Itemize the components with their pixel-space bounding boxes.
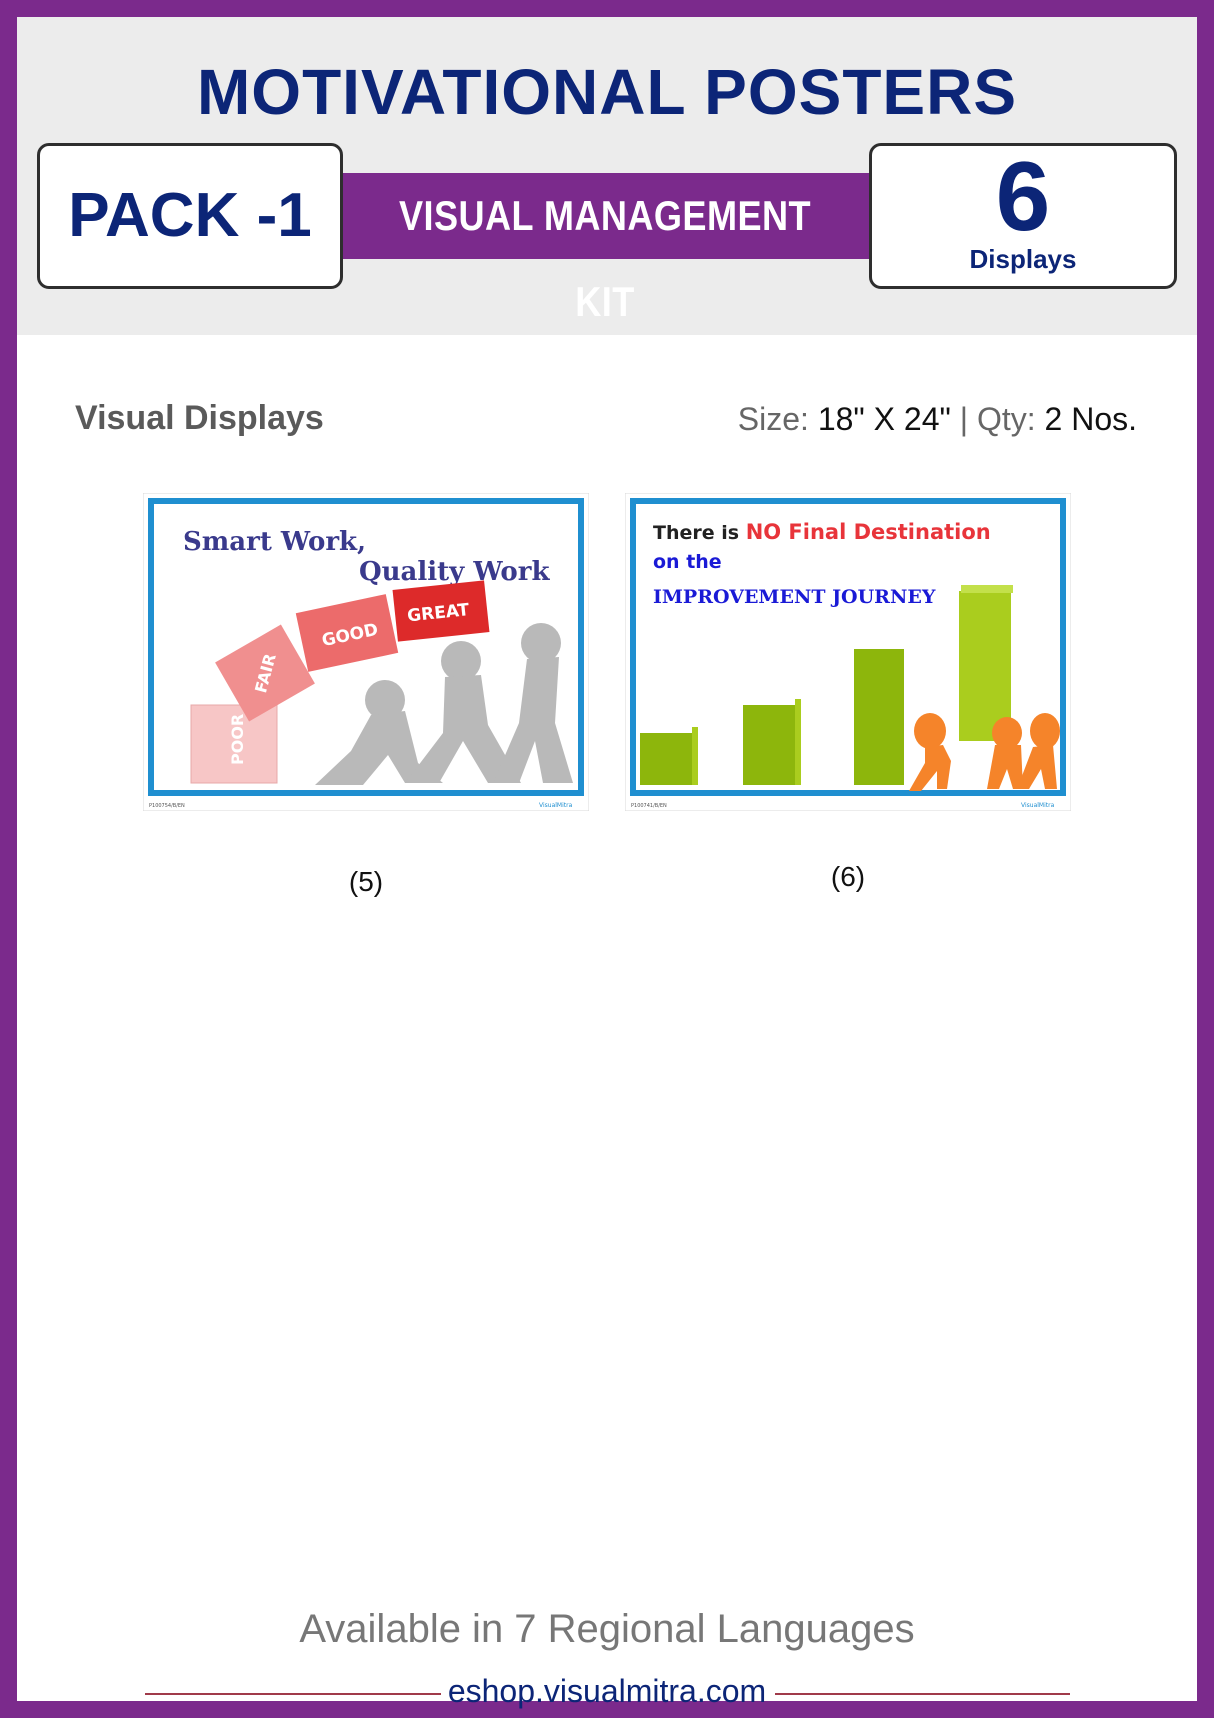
block-great [393,580,490,641]
poster6-line1a: There is [653,522,746,544]
pack-label: PACK -1 [68,181,312,250]
poster-smart-work-art [143,493,589,811]
display-count-label: Displays [969,244,1077,274]
poster-smart-work [143,493,589,811]
separator: | [959,401,969,437]
poster-6-caption: (6) [830,861,866,892]
size-key: Size: [737,401,809,437]
pack-box [37,143,343,289]
poster6-code: P100741/B/EN [631,803,667,809]
page-title: MOTIVATIONAL POSTERS [196,56,1018,128]
display-count: 6 [995,141,1051,251]
poster6-line3: IMPROVEMENT JOURNEY [653,586,936,608]
poster-improvement-journey-art [625,493,1071,811]
website-link[interactable]: eshop.visualmitra.com [447,1673,767,1709]
footer-rule-right [775,1693,1070,1695]
qty-key: Qty: [976,401,1036,437]
poster5-line2: Quality Work [359,557,550,587]
header-banner [17,17,1197,335]
size-qty-line [738,401,1137,438]
display-count-box [869,143,1177,289]
block-great-label: GREAT [406,600,471,627]
block-good-label: GOOD [320,619,380,652]
kit-label: VISUAL MANAGEMENT KIT [398,192,811,325]
poster6-brand: VisualMitra [1021,802,1055,809]
poster6-line1 [653,520,991,544]
section-label: Visual Displays [75,399,324,437]
block-poor [191,705,277,783]
poster6-line2: on the [653,551,722,573]
poster5-code: P100754/B/EN [149,803,185,809]
block-poor-label: POOR [228,713,247,765]
languages-note: Available in 7 Regional Languages [299,1607,915,1651]
poster6-line1b: NO Final Destination [745,520,991,544]
poster-improvement-journey [625,493,1071,811]
size-value: 18" X 24" [817,401,951,437]
block-fair-label: FAIR [251,651,280,695]
qty-value: 2 Nos. [1044,401,1137,437]
poster5-line1: Smart Work, [183,527,367,557]
poster5-brand: VisualMitra [539,802,573,809]
poster-5-caption: (5) [348,866,384,897]
